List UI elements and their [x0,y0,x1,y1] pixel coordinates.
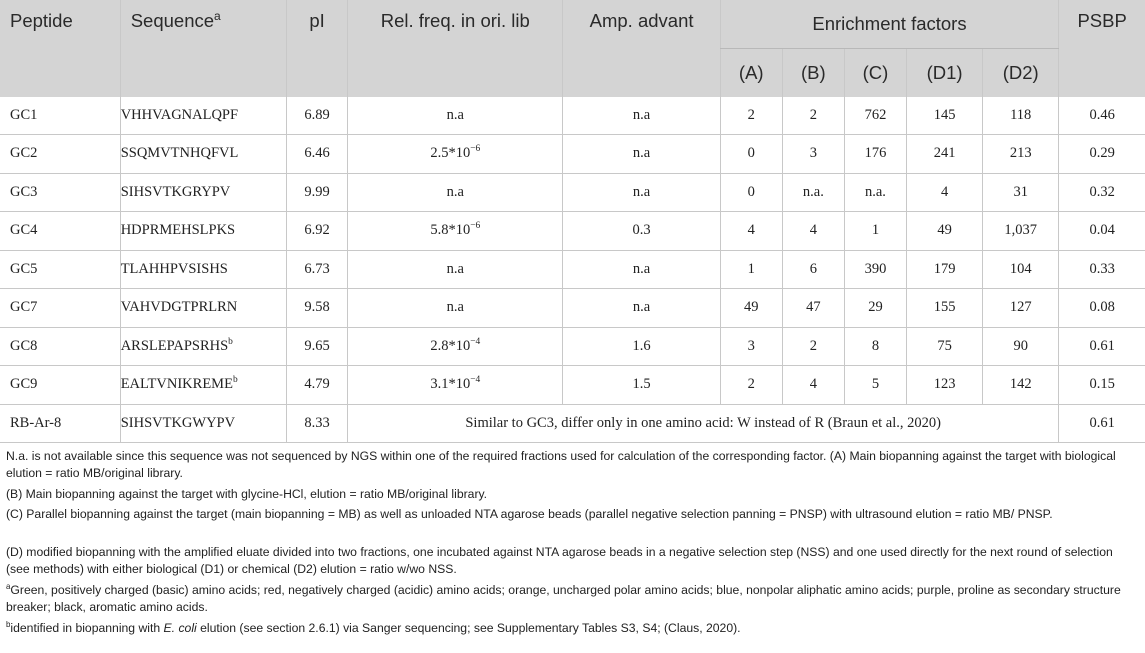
cell-peptide: GC4 [0,212,120,251]
cell-d2: 127 [983,289,1059,328]
cell-amp: n.a [563,250,720,289]
cell-pi: 6.89 [286,97,347,135]
cell-peptide: GC7 [0,289,120,328]
cell-d2: 1,037 [983,212,1059,251]
cell-a: 0 [720,135,782,174]
table-body [0,97,1145,443]
cell-peptide: GC1 [0,97,120,135]
table-header [0,0,1145,97]
cell-d1: 179 [907,250,983,289]
cell-b: 4 [782,366,844,405]
cell-a: 3 [720,327,782,366]
cell-amp: n.a [563,289,720,328]
cell-note: Similar to GC3, differ only in one amino acid: W instead of R (Braun et al., 2020) [348,404,1059,443]
cell-a: 49 [720,289,782,328]
cell-d2: 213 [983,135,1059,174]
header-sub-d2: (D2) [983,48,1059,97]
cell-c: 762 [844,97,906,135]
cell-psbp: 0.32 [1059,173,1145,212]
footnote-a: $^a$Green, positively charged (basic) amino acids; red, negatively charged (acidic) amino acids; orange, uncharged polar amino acids; blue, nonpolar aliphatic amino acids; purple, proline as secondary structure breaker; black, aromatic amino acids. [6,581,1121,614]
cell-freq: n.a [348,173,563,212]
cell-peptide: GC8 [0,327,120,366]
header-psbp: PSBP [1059,0,1145,97]
table-row [0,404,1145,443]
cell-peptide: GC5 [0,250,120,289]
cell-c: 1 [844,212,906,251]
cell-amp: 1.6 [563,327,720,366]
cell-c: 8 [844,327,906,366]
header-enrichment-factors: Enrichment factors [720,0,1059,48]
cell-psbp: 0.61 [1059,404,1145,443]
cell-d2: 104 [983,250,1059,289]
cell-b: n.a. [782,173,844,212]
cell-pi: 6.92 [286,212,347,251]
cell-pi: 8.33 [286,404,347,443]
footnote-b-mark: $^b$identified in biopanning with E. coli elution (see section 2.6.1) via Sanger sequencing; see Supplementary Tables S3, S4; (Claus, 2020). [6,619,741,635]
cell-c: n.a. [844,173,906,212]
cell-sequence: SSQMVTNHQFVL [120,135,286,174]
header-sequence: Sequence$^a$ [120,0,286,97]
footnote-b: (B) Main biopanning against the target with glycine-HCl, elution = ratio MB/original library. [6,487,488,501]
cell-c: 390 [844,250,906,289]
cell-d2: 142 [983,366,1059,405]
cell-a: 0 [720,173,782,212]
cell-b: 47 [782,289,844,328]
cell-psbp: 0.29 [1059,135,1145,174]
header-rel-freq: Rel. freq. in ori. lib [348,0,563,97]
cell-d1: 155 [907,289,983,328]
cell-psbp: 0.33 [1059,250,1145,289]
cell-amp: 1.5 [563,366,720,405]
cell-freq: n.a [348,250,563,289]
cell-peptide: GC3 [0,173,120,212]
cell-amp: 0.3 [563,212,720,251]
cell-pi: 4.79 [286,366,347,405]
cell-pi: 9.99 [286,173,347,212]
cell-a: 4 [720,212,782,251]
footnote-na: N.a. is not available since this sequence was not sequenced by NGS within one of the required fractions used for calculation of the corresponding factor. (A) Main biopanning against the target with biological elution = ratio MB/original library. [6,449,1116,480]
cell-b: 2 [782,97,844,135]
table-row [0,173,1145,212]
cell-sequence: VHHVAGNALQPF [120,97,286,135]
cell-pi: 6.46 [286,135,347,174]
cell-peptide: GC2 [0,135,120,174]
footnote-c: (C) Parallel biopanning against the target (main biopanning = MB) as well as unloaded NTA agarose beads (parallel negative selection panning = PNSP) with ultrasound elution = ratio MB/ PNSP. [6,507,1053,521]
cell-d1: 4 [907,173,983,212]
cell-sequence: TLAHHPVSISHS [120,250,286,289]
table-row [0,250,1145,289]
cell-psbp: 0.08 [1059,289,1145,328]
table-row [0,212,1145,251]
cell-d1: 241 [907,135,983,174]
table-row [0,135,1145,174]
cell-sequence: EALTVNIKREME$^b$ [120,366,286,405]
cell-b: 2 [782,327,844,366]
header-sub-c: (C) [844,48,906,97]
cell-psbp: 0.04 [1059,212,1145,251]
cell-a: 1 [720,250,782,289]
cell-c: 176 [844,135,906,174]
cell-d1: 49 [907,212,983,251]
cell-sequence: HDPRMEHSLPKS [120,212,286,251]
header-peptide: Peptide [0,0,120,97]
cell-c: 5 [844,366,906,405]
cell-d2: 90 [983,327,1059,366]
cell-freq: n.a [348,97,563,135]
header-sub-d1: (D1) [907,48,983,97]
header-sub-b: (B) [782,48,844,97]
cell-peptide: GC9 [0,366,120,405]
cell-d1: 75 [907,327,983,366]
cell-d2: 118 [983,97,1059,135]
header-amp-advant: Amp. advant [563,0,720,97]
cell-b: 3 [782,135,844,174]
cell-psbp: 0.46 [1059,97,1145,135]
cell-freq: n.a [348,289,563,328]
header-pi: pI [286,0,347,97]
cell-peptide: RB-Ar-8 [0,404,120,443]
table-row [0,289,1145,328]
cell-d1: 145 [907,97,983,135]
header-sub-a: (A) [720,48,782,97]
cell-freq: $2.5*10^{-6}$ [348,135,563,174]
cell-amp: n.a [563,173,720,212]
cell-freq: $5.8*10^{-6}$ [348,212,563,251]
cell-sequence: SIHSVTKGRYPV [120,173,286,212]
cell-b: 4 [782,212,844,251]
footnote-d: (D) modified biopanning with the amplified eluate divided into two fractions, one incubated against NTA agarose beads in a negative selection step (NSS) and one used directly for the next round of selection (see methods) with either biological (D1) or chemical (D2) elution = ratio w/wo NSS. [6,545,1113,576]
cell-pi: 6.73 [286,250,347,289]
cell-pi: 9.58 [286,289,347,328]
cell-c: 29 [844,289,906,328]
table-row [0,327,1145,366]
table-row [0,366,1145,405]
cell-b: 6 [782,250,844,289]
cell-freq: $2.8*10^{-4}$ [348,327,563,366]
table-row [0,97,1145,135]
cell-freq: $3.1*10^{-4}$ [348,366,563,405]
cell-d2: 31 [983,173,1059,212]
cell-sequence: SIHSVTKGWYPV [120,404,286,443]
cell-sequence: ARSLEPAPSRHS$^b$ [120,327,286,366]
cell-psbp: 0.15 [1059,366,1145,405]
cell-psbp: 0.61 [1059,327,1145,366]
cell-a: 2 [720,366,782,405]
cell-d1: 123 [907,366,983,405]
cell-amp: n.a [563,97,720,135]
cell-sequence: VAHVDGTPRLRN [120,289,286,328]
cell-amp: n.a [563,135,720,174]
cell-pi: 9.65 [286,327,347,366]
cell-a: 2 [720,97,782,135]
